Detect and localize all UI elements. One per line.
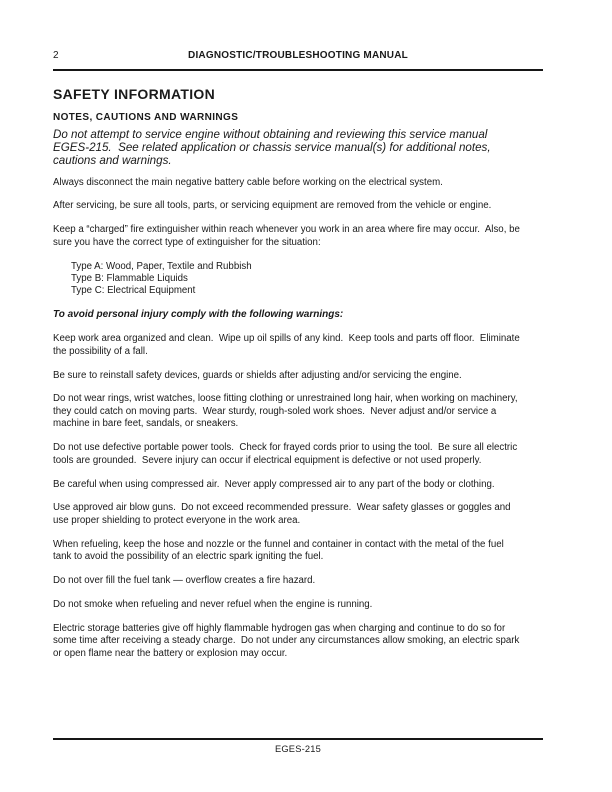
warning-paragraph: Do not smoke when refueling and never refuel when the engine is running. [53,598,373,610]
paragraph: Always disconnect the main negative battery cable before working on the electrical system. [53,176,443,188]
warning-paragraph: Electric storage batteries give off highly flammable hydrogen gas when charging and continue to do so for some time after receiving a steady charge. Do not under any circumstances allow smoking, an electric spark or open flame near the battery or explosion may occur. [53,622,522,659]
page-header [53,0,543,62]
header-title: DIAGNOSTIC/TROUBLESHOOTING MANUAL [188,50,408,61]
header-rule [53,69,543,71]
page-footer [53,738,543,754]
footer-doc-code: EGES-215 [274,744,322,754]
paragraph: After servicing, be sure all tools, parts, or servicing equipment are removed from the vehicle or engine. [53,200,492,212]
list-item: Type A: Wood, Paper, Textile and Rubbish [71,260,252,272]
footer-rule [53,738,543,740]
list-item: Type C: Electrical Equipment [71,285,196,297]
paragraph: Keep a “charged” fire extinguisher within reach whenever you work in an area where fire may occur. Also, be sure you have the correct type of extinguisher for the situation: [53,224,523,248]
text-column [53,128,523,660]
warnings-heading: To avoid personal injury comply with the following warnings: [53,309,344,321]
extinguisher-type-list [53,261,520,298]
warning-paragraph: When refueling, keep the hose and nozzle or the funnel and container in contact with the metal of the fuel tank to avoid the possibility of an electric spark igniting the fuel. [53,538,507,563]
warning-paragraph: Use approved air blow guns. Do not exceed recommended pressure. Wear safety glasses or goggles and use proper shielding to protect everyone in the work area. [53,502,514,526]
warning-paragraph: Keep work area organized and clean. Wipe up oil spills of any kind. Keep tools and parts off floor. Eliminate the possibility of a fall. [53,333,523,357]
warning-paragraph: Do not use defective portable power tools. Check for frayed cords prior to using the tool. Be sure all electric tools are grounded. Severe injury can occur if electrical equipment is defective or not used properly. [53,442,520,466]
list-item: Type B: Flammable Liquids [71,273,188,285]
warning-paragraph: Do not over fill the fuel tank — overflow creates a fire hazard. [53,575,316,587]
page-title: SAFETY INFORMATION [53,86,215,102]
page-body [53,86,543,660]
warning-paragraph: Be careful when using compressed air. Never apply compressed air to any part of the body or clothing. [53,478,495,490]
warning-paragraph: Be sure to reinstall safety devices, guards or shields after adjusting and/or servicing the engine. [53,369,462,381]
intro-note: Do not attempt to service engine without obtaining and reviewing this service manual EGES-215. See related application or chassis service manual(s) for additional notes, cautions and warnings. [53,128,494,167]
warning-paragraph: Do not wear rings, wrist watches, loose fitting clothing or unrestrained long hair, when working on machinery, they could catch on moving parts. Wear sturdy, rough-soled work shoes. Never adjust and/or service a machine in bare feet, sandals, or sneakers. [53,393,521,430]
section-heading: NOTES, CAUTIONS AND WARNINGS [53,112,239,123]
page-number: 2 [53,50,59,61]
